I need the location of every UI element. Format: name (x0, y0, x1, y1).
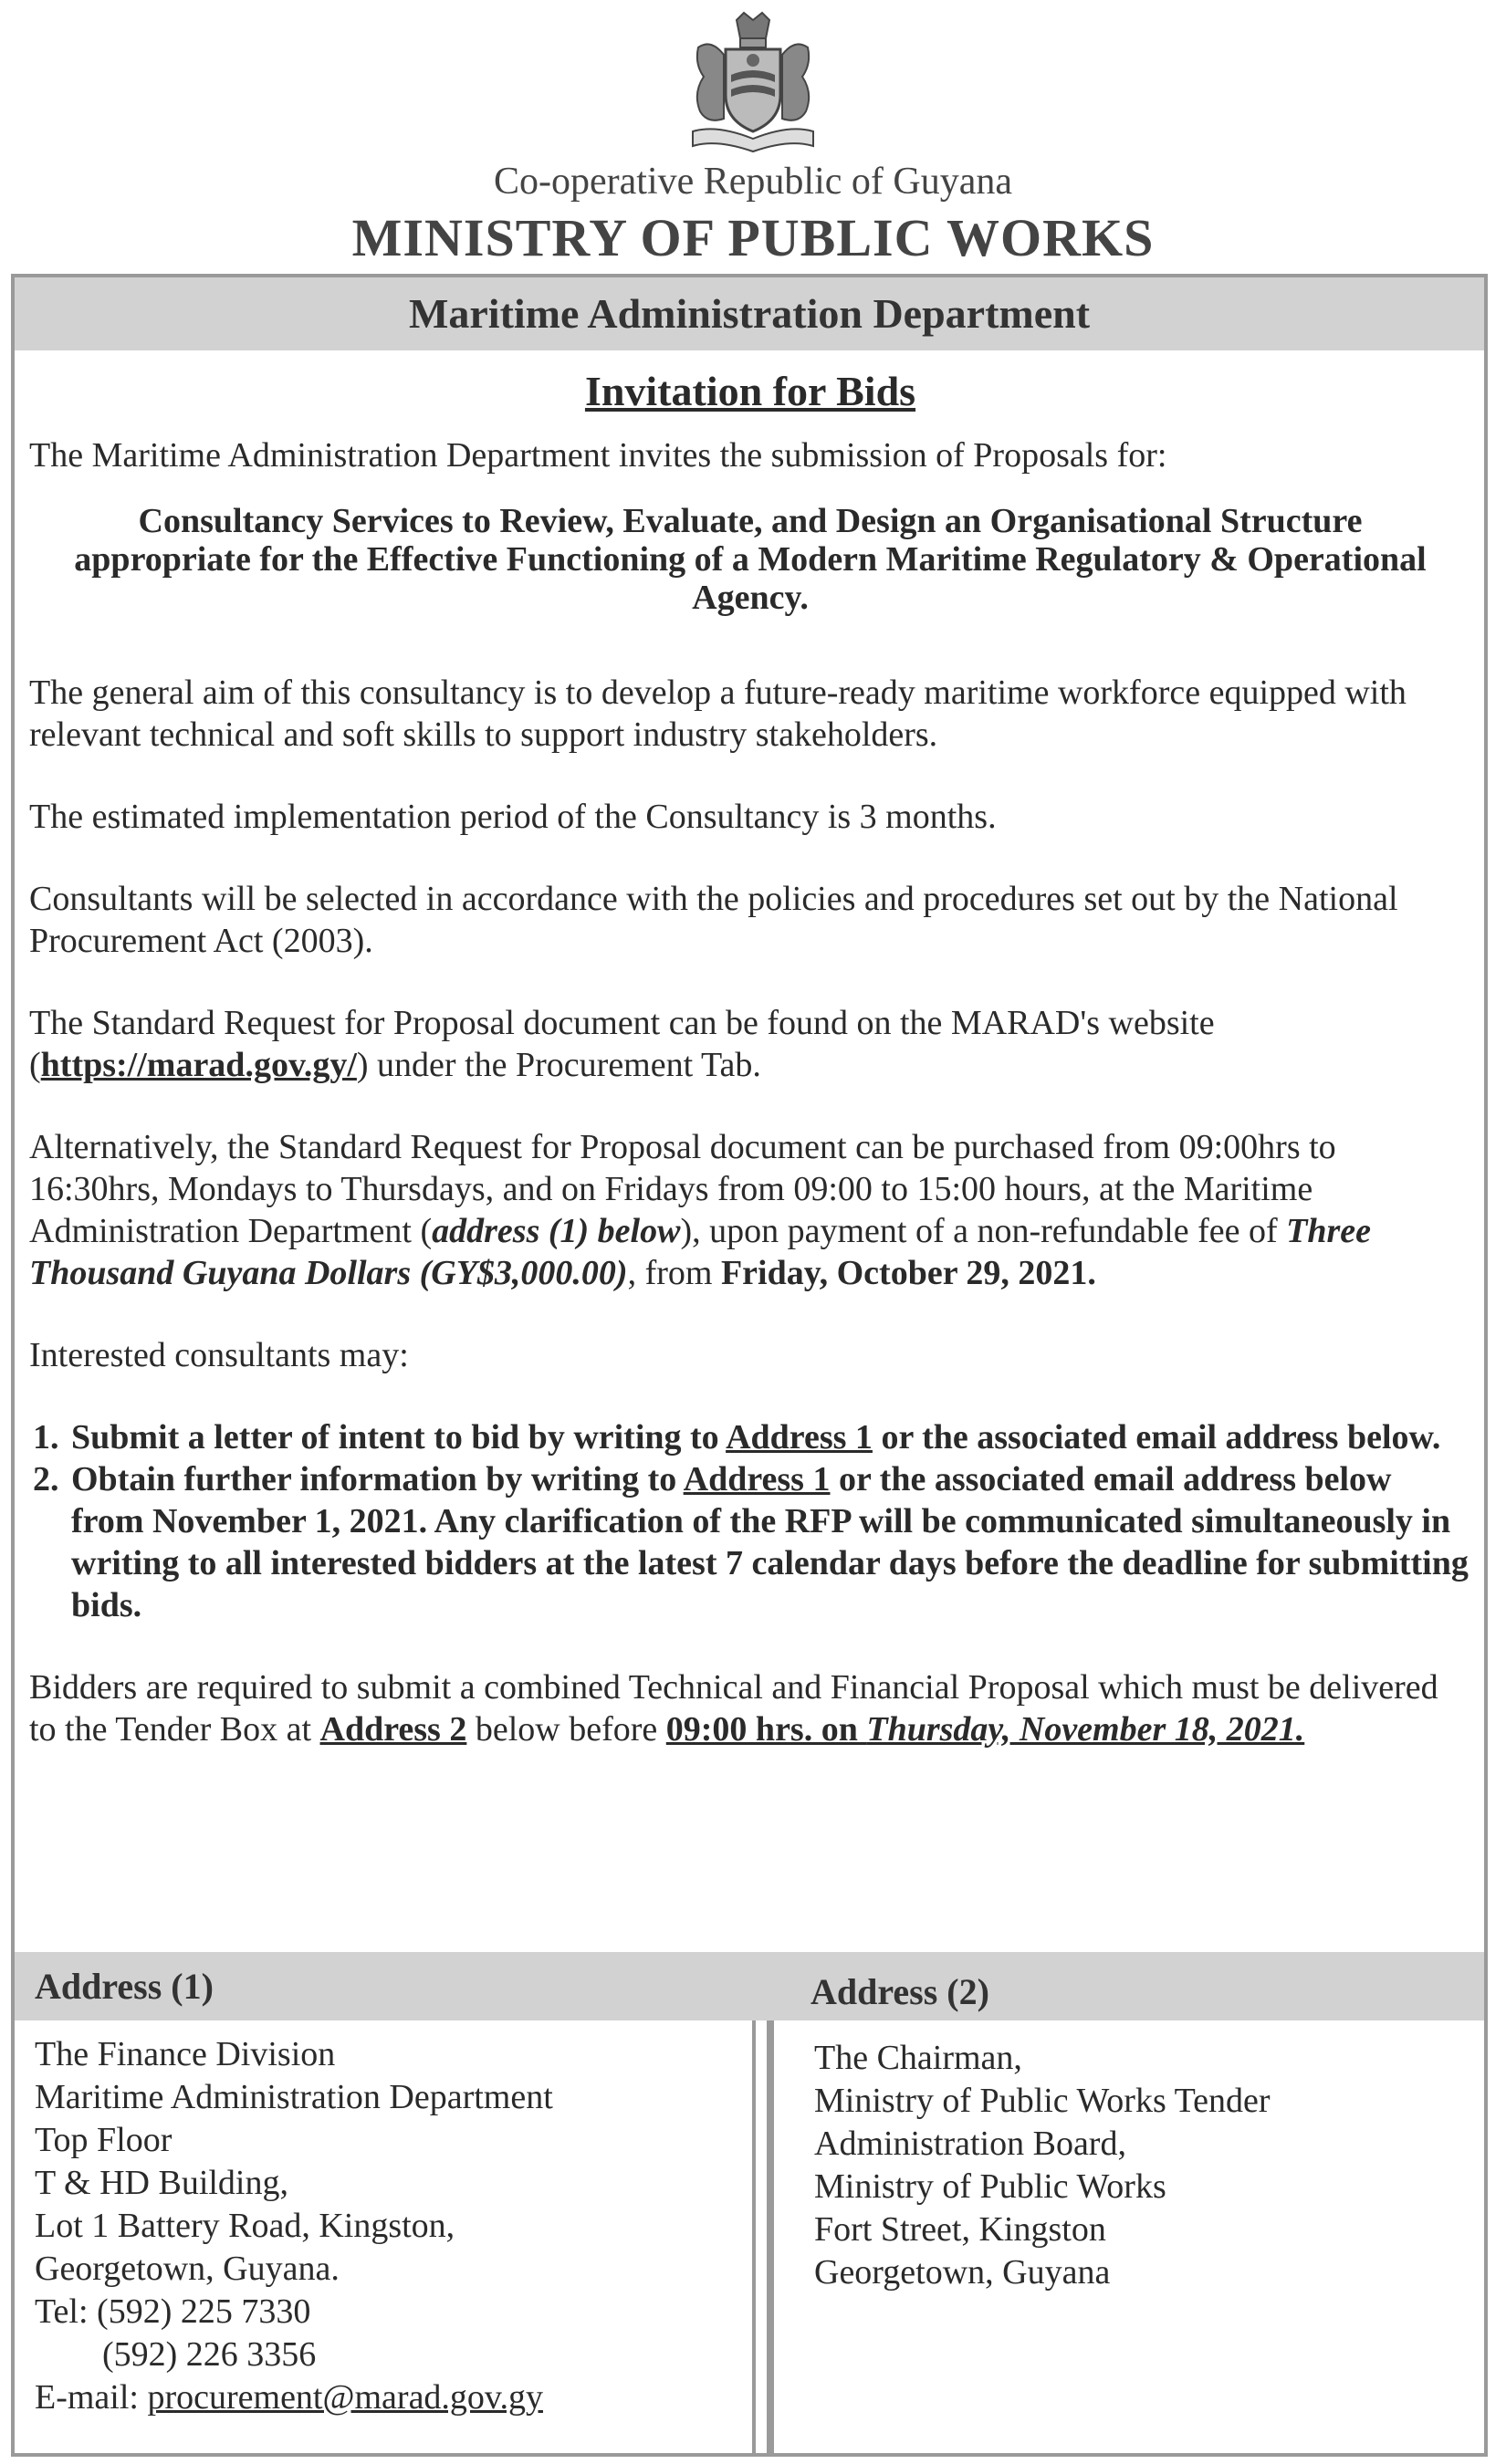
address-1-line: T & HD Building, (35, 2164, 288, 2202)
procurement-email-link[interactable]: procurement@marad.gov.gy (147, 2378, 543, 2417)
intro-text: The Maritime Administration Department invites the submission of Proposals for: (29, 436, 1167, 475)
address-2-line: The Chairman, (814, 2039, 1022, 2077)
aim-text: The general aim of this consultancy is to develop a future-ready maritime workforce equipped with relevant technical and soft skills to support industry stakeholders. (29, 673, 1407, 754)
step-1-pre: Submit a letter of intent to bid by writing to (71, 1418, 727, 1456)
country-name: Co-operative Republic of Guyana (494, 161, 1012, 203)
marad-website-link[interactable]: https://marad.gov.gy/ (40, 1046, 357, 1084)
steps-list (29, 1416, 1471, 1626)
address-1-line: Lot 1 Battery Road, Kingston, (35, 2207, 455, 2245)
purchase-part1: Alternatively, the Standard Request for Proposal document can be purchased from 09:00hrs to 16:30hrs, Mondays to Thursdays, and on Fridays from 09:00 to 15:00 hours, at the Maritime Administration Department ( (29, 1128, 1336, 1250)
submission-part2: below before (466, 1710, 666, 1749)
fee-amount: Three Thousand Guyana Dollars (GY$3,000.00) (29, 1212, 1371, 1292)
address-1-box (15, 2020, 756, 2457)
submission-time: 09:00 hrs. on (665, 1710, 867, 1749)
list-item (68, 1416, 1471, 1458)
rfp-online-text (29, 1002, 1471, 1086)
list-item (68, 1458, 1471, 1626)
selection-text: Consultants will be selected in accordance with the policies and procedures set out by the National Procurement Act (2003). (29, 880, 1398, 960)
submission-deadline: Thursday, November 18, 2021. (866, 1710, 1305, 1749)
ministry-name: MINISTRY OF PUBLIC WORKS (351, 208, 1155, 267)
guyana-coat-of-arms-icon (680, 11, 826, 157)
notice-body (29, 369, 1471, 1791)
address-2-line: Ministry of Public Works Tender (814, 2082, 1271, 2120)
address-1-reference: address (1) below (432, 1212, 681, 1250)
address-2-title: Address (2) (811, 1971, 989, 2012)
purchase-start-date: Friday, October 29, 2021. (720, 1254, 1096, 1292)
purchase-text (29, 1126, 1471, 1294)
address-1-line: Maritime Administration Department (35, 2078, 553, 2116)
telephone-1: (592) 225 7330 (97, 2292, 311, 2331)
address-1-line: Georgetown, Guyana. (35, 2250, 340, 2288)
address-2-reference[interactable]: Address 2 (319, 1710, 467, 1749)
address-2-line: Administration Board, (814, 2125, 1126, 2163)
department-banner: Maritime Administration Department (15, 277, 1484, 350)
email-line (35, 2376, 752, 2419)
rfp-online-suffix: ) under the Procurement Tab. (356, 1046, 761, 1084)
rfp-online-prefix: The Standard Request for Proposal document can be found on the MARAD's website ( (29, 1004, 1215, 1084)
step-1-address-link[interactable]: Address 1 (726, 1418, 873, 1456)
notice-title: Invitation for Bids (584, 368, 916, 414)
address-2-line: Ministry of Public Works (814, 2167, 1166, 2206)
address-1-line: Top Floor (35, 2121, 173, 2159)
address-divider (756, 2020, 770, 2457)
step-2-pre: Obtain further information by writing to (71, 1460, 684, 1498)
address-2-line: Fort Street, Kingston (814, 2210, 1106, 2249)
step-2-post: or the associated email address below from November 1, 2021. Any clarification of the RFP will be communicated simultaneously in writing to all interested bidders at the latest 7 calendar days before the deadline for submitting bids. (71, 1460, 1469, 1624)
address-1-line: The Finance Division (35, 2035, 336, 2073)
submission-part1: Bidders are required to submit a combined Technical and Financial Proposal which must be delivered to the Tender Box at (29, 1668, 1438, 1749)
project-title: Consultancy Services to Review, Evaluate, and Design an Organisational Structure appropriate for the Effective Functioning of a Modern Maritime Regulatory & Operational Agency. (74, 502, 1427, 617)
address-1-title: Address (1) (35, 1966, 214, 2007)
telephone-line (35, 2291, 752, 2333)
masthead (0, 0, 1506, 274)
purchase-part2: ), upon payment of a non-refundable fee of (680, 1212, 1287, 1250)
period-text: The estimated implementation period of the Consultancy is 3 months. (29, 798, 997, 836)
notice-frame (11, 274, 1488, 2457)
telephone-2: (592) 226 3356 (102, 2335, 317, 2374)
purchase-part3: , from (627, 1254, 721, 1292)
tel-label: Tel: (35, 2292, 98, 2331)
addresses-header-bar (15, 1952, 1484, 2020)
submission-text (29, 1666, 1471, 1750)
address-2-line: Georgetown, Guyana (814, 2253, 1111, 2292)
email-label: E-mail: (35, 2378, 148, 2417)
interested-text: Interested consultants may: (29, 1336, 409, 1374)
step-1-post: or the associated email address below. (872, 1418, 1441, 1456)
address-2-box (770, 2020, 1484, 2457)
addresses-section (15, 1952, 1484, 2457)
step-2-address-link[interactable]: Address 1 (683, 1460, 831, 1498)
